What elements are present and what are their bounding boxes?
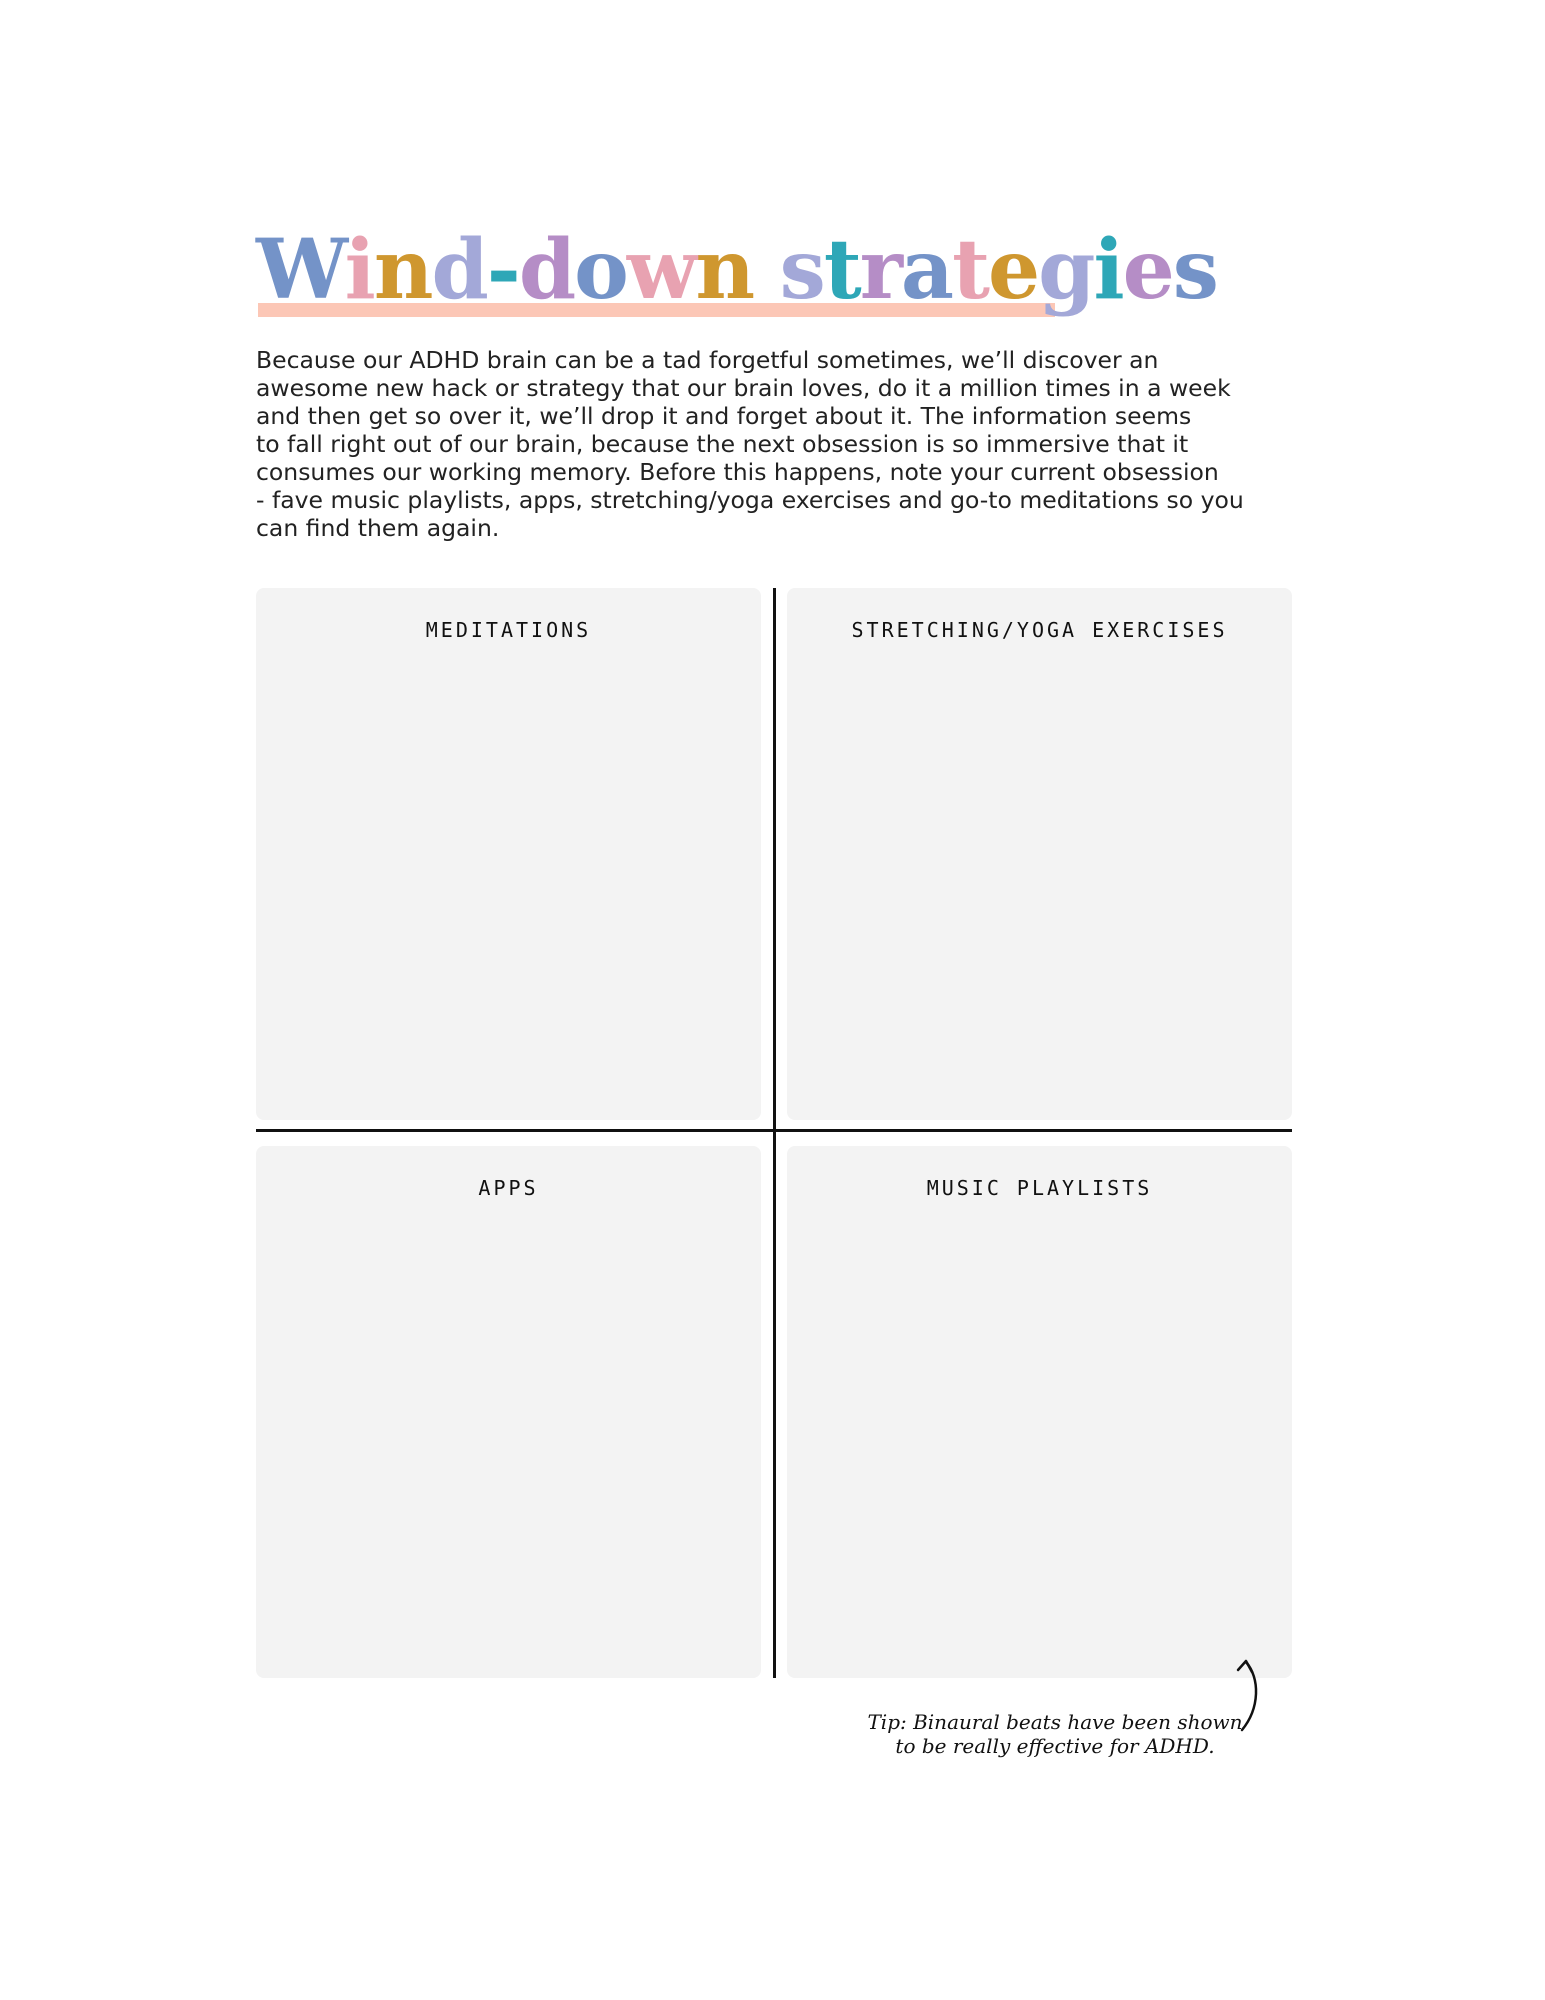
stretching-yoga-label: STRETCHING/YOGA EXERCISES [851, 618, 1228, 642]
title-letter: s [779, 222, 824, 318]
vertical-divider [773, 588, 776, 1678]
tip-line-2: to be really effective for ADHD. [895, 1734, 1215, 1758]
title-letter: d [431, 222, 487, 318]
title-letter: o [574, 222, 627, 318]
title-letter: i [344, 222, 374, 318]
horizontal-divider [256, 1129, 1292, 1132]
title-letter: t [952, 222, 988, 318]
title-letter: r [859, 222, 901, 318]
title-letter: e [1122, 222, 1173, 318]
page-title [256, 220, 1217, 320]
apps-box[interactable] [256, 1146, 761, 1678]
tip-line-1: Tip: Binaural beats have been shown [867, 1710, 1243, 1734]
music-playlists-label: MUSIC PLAYLISTS [926, 1176, 1153, 1200]
title-letter: W [256, 222, 345, 318]
stretching-yoga-box[interactable] [787, 588, 1292, 1120]
title-letter: e [987, 222, 1039, 318]
title-letter: n [695, 222, 754, 318]
title-letter: n [373, 222, 432, 318]
title-letter: t [823, 222, 860, 318]
meditations-label: MEDITATIONS [425, 618, 592, 642]
music-playlists-box[interactable] [787, 1146, 1292, 1678]
tip-note [860, 1710, 1250, 1758]
title-letter: w [626, 222, 696, 318]
title-letter: a [900, 222, 953, 318]
title-letter: g [1038, 222, 1094, 318]
title-letter [753, 222, 780, 318]
title-letter: i [1093, 222, 1123, 318]
title-letter: d [518, 222, 575, 318]
title-block [256, 220, 1217, 320]
apps-label: APPS [478, 1176, 539, 1200]
title-letter: - [486, 222, 519, 318]
intro-paragraph: Because our ADHD brain can be a tad forgetful sometimes, we’ll discover an awesome new hack or strategy that our brain loves, do it a million times in a week and then get so over it, we’ll drop it and forget about it. The information seems to fall right out of our brain, because the next obsession is so immersive that it consumes our working memory. Before this happens, note your current obsession - fave music playlists, apps, stretching/yoga exercises and go-to meditations so you can find them again. [256, 346, 1244, 542]
meditations-box[interactable] [256, 588, 761, 1120]
title-letter: s [1172, 222, 1217, 318]
